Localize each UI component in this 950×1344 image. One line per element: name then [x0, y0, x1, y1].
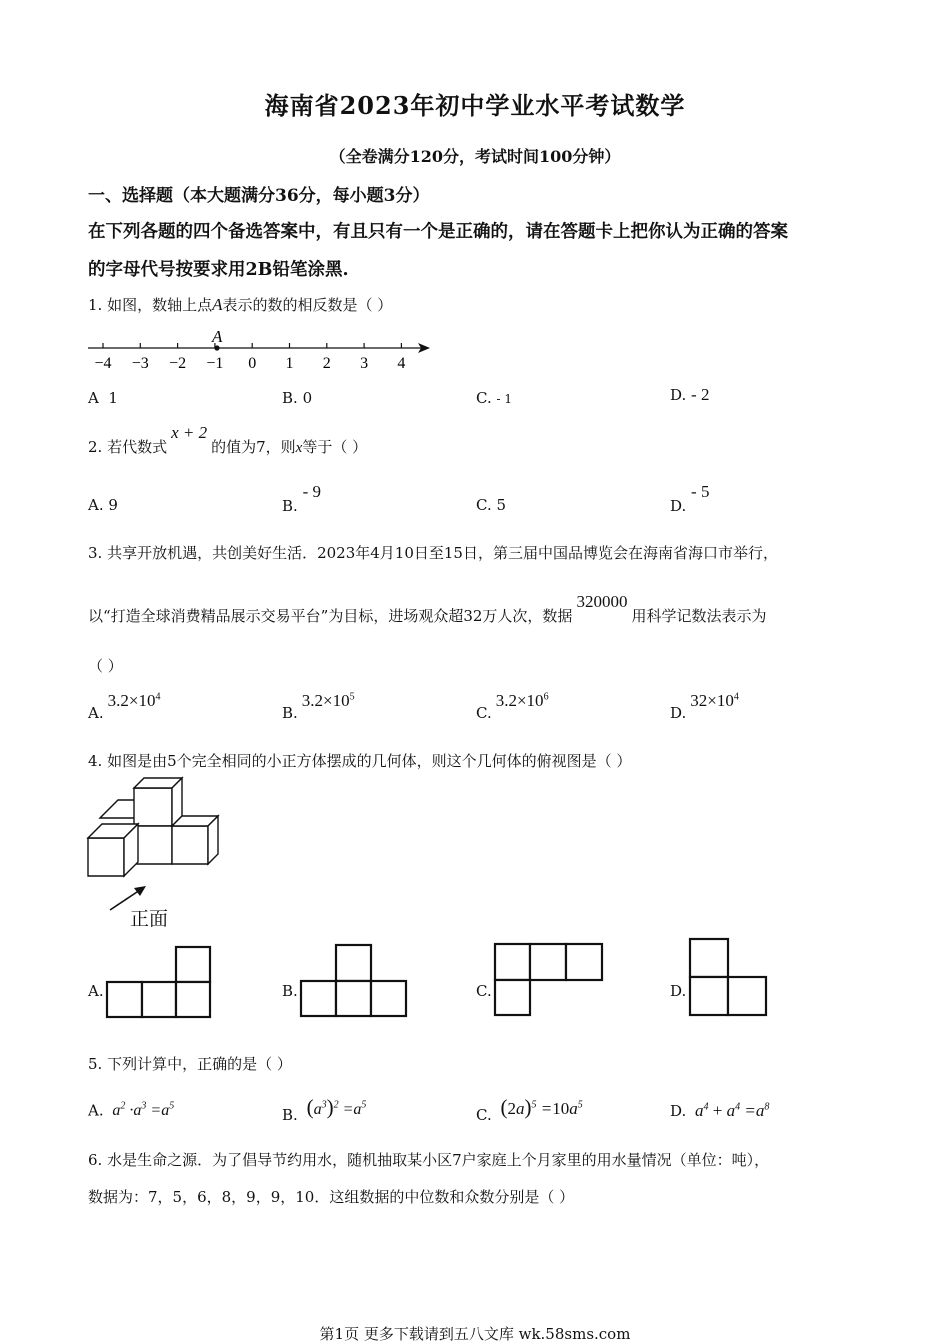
section-heading: 一、选择题（本大题满分36分，每小题3分）	[88, 186, 430, 206]
q4-option-d-figure[interactable]	[689, 938, 769, 1018]
q4-option-c-label[interactable]: C.	[476, 982, 492, 1000]
q5-option-d[interactable]: D. $a^4 + a^4 =a^8$	[670, 1101, 770, 1120]
number-line-tick-label: 1	[285, 355, 294, 372]
exam-subtitle: （全卷满分120分，考试时间100分钟）	[329, 147, 621, 166]
q3-option-b[interactable]: $B.3.2\times 10^5$	[282, 691, 355, 722]
exam-title: 海南省2023年初中学业水平考试数学	[264, 91, 686, 120]
q4-option-a-label[interactable]: A.	[88, 982, 104, 1000]
q4-option-b-label[interactable]: B.	[282, 982, 298, 1000]
question-3-line-2: 以“打造全球消费精品展示交易平台”为目标，进场观众超32万人次，数据320000用科学记数法表示为	[88, 592, 767, 625]
question-6-line-2: 数据为：7，5，6，8，9，9，10．这组数据的中位数和众数分别是（ ）	[88, 1188, 575, 1206]
q3-option-c[interactable]: $C.3.2\times 10^6$	[476, 691, 549, 722]
question-6-line-1: 6. 水是生命之源．为了倡导节约用水，随机抽取某小区7户家庭上个月家里的用水量情况（单位：吨），	[88, 1151, 770, 1169]
q4-option-c-figure[interactable]	[494, 943, 604, 1017]
number-line-tick-label: 0	[248, 355, 257, 372]
q2-option-b[interactable]: B. - 9	[282, 482, 321, 515]
question-3-line-3: （ ）	[88, 657, 123, 675]
question-4-stem: 4. 如图是由5个完全相同的小正方体摆成的几何体，则这个几何体的俯视图是（ ）	[88, 752, 632, 770]
front-label: 正面	[130, 908, 169, 930]
q5-option-b[interactable]: B. $(a^3)^2 =a^5$	[282, 1095, 367, 1124]
q5-option-a[interactable]: A. $a^2 \cdot a^3 =a^5$	[88, 1101, 175, 1120]
instruction-line-1: 在下列各题的四个备选答案中，有且只有一个是正确的，请在答题卡上把你认为正确的答案	[88, 222, 788, 242]
q1-option-c[interactable]: C. - 1	[476, 389, 513, 407]
q3-option-d[interactable]: $D.32\times 10^4$	[670, 691, 739, 722]
q4-option-d-label[interactable]: D.	[670, 982, 687, 1000]
number-line-tick-label: −2	[169, 355, 187, 372]
number-line-tick-label: 3	[360, 355, 369, 372]
number-line	[86, 326, 436, 376]
q2-option-c[interactable]: C. 5	[476, 496, 507, 514]
question-3-line-1: 3. 共享开放机遇，共创美好生活．2023年4月10日至15日，第三届中国品博览会在海南省海口市举行，	[88, 544, 778, 562]
q1-option-b[interactable]: B. 0	[282, 389, 313, 407]
number-line-tick-label: 4	[397, 355, 406, 372]
question-1-stem: 1. 如图，数轴上点A表示的数的相反数是（ ）	[88, 295, 393, 314]
page-footer: 第1页 更多下载请到五八文库 wk.58sms.com	[319, 1325, 631, 1343]
number-line-tick-label: −4	[94, 355, 112, 372]
q2-option-a[interactable]: A. 9	[88, 496, 118, 514]
instruction-line-2: 的字母代号按要求用2B铅笔涂黑.	[88, 260, 349, 280]
q3-option-a[interactable]: $A.3.2\times 10^4$	[88, 691, 161, 722]
question-2-stem: 2. 若代数式x + 2的值为7，则x等于（ ）	[88, 423, 368, 456]
number-line-tick-label: −3	[131, 355, 149, 372]
point-a-label: A	[212, 327, 223, 346]
point-a-dot	[214, 345, 219, 350]
q1-option-a[interactable]: A 1	[88, 389, 118, 407]
q1-option-d[interactable]: D. - 2	[670, 385, 710, 404]
q5-option-c[interactable]: C. $(2a)^5 =10a^5$	[476, 1095, 583, 1124]
question-5-stem: 5. 下列计算中，正确的是（ ）	[88, 1055, 292, 1073]
number-line-tick-label: 2	[322, 355, 331, 372]
number-line-tick-label: −1	[206, 355, 224, 372]
q4-option-b-figure[interactable]	[300, 944, 408, 1018]
q2-option-d[interactable]: D. - 5	[670, 482, 710, 515]
q4-option-a-figure[interactable]	[106, 946, 212, 1018]
